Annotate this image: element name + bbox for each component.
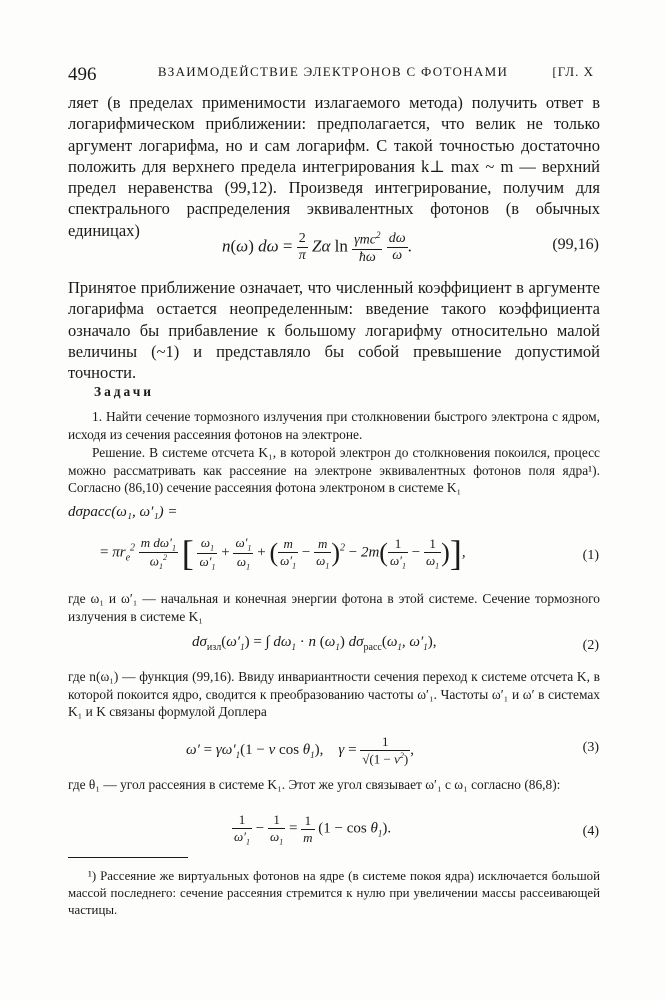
- equation-number: (3): [582, 740, 599, 755]
- paragraph-approximation: Принятое приближение означает, что численный коэффициент в аргументе логарифма остается неопределенным: введение такого коэффициента означало бы прибавление к большому логарифму относительно малой величины (~1) и представляло бы собой превышение допустимой точности.: [68, 278, 600, 383]
- equation-number: (4): [582, 824, 599, 839]
- page-number: 496: [68, 64, 97, 85]
- equation-1-lhs: dσрасс(ω₁, ω′₁) =: [68, 504, 178, 520]
- equation-1: [0, 504, 666, 582]
- equation-4-body: $\frac{1}{\omega'_1}$ − $\frac{1}{\omega_1}$ = $\frac{1}{m}$ $(1 - \cos \theta_1)$.: [234, 812, 392, 847]
- equation-99-16-body: n(ω) dω = $\frac{2}{\pi}$ Zα ln $\frac{\gamma mc^2}{ħ\omega}$ $\frac{d\omega}{\omega}$ .: [222, 230, 412, 265]
- equation-4: [0, 812, 666, 852]
- equation-number: (1): [582, 548, 599, 563]
- paragraph-intro: ляет (в пределах применимости излагаемого метода) получить ответ в логарифмическом приближении: предполагается, что велик не только аргумент логарифма, но и сам логарифм. С такой точностью достаточно положить для верхнего предела интегрирования k⊥ max ~ m — верхний предел неравенства (99,12). Произведя интегрирование, получим для спектрального распределения эквивалентных фотонов (в обычных единицах): [68, 93, 600, 240]
- running-title: ВЗАИМОДЕЙСТВИЕ ЭЛЕКТРОНОВ С ФОТОНАМИ: [157, 64, 509, 79]
- chapter-label: [ГЛ. X: [552, 64, 594, 79]
- paragraph-after-eq1: где ω₁ и ω′₁ — начальная и конечная энергии фотона в этой системе. Сечение тормозного излучения в системе K₁: [68, 591, 600, 624]
- paragraph-after-eq2: где n(ω₁) — функция (99,16). Ввиду инвариантности сечения переход к системе отсчета K, в которой покоится ядро, сводится к преобразованию частоты ω′₁. Частоты ω′₁ и ω′ в системах K₁ и K связаны формулой Доплера: [68, 669, 600, 720]
- footnote-rule: [68, 857, 188, 858]
- footnote: ¹) Рассеяние же виртуальных фотонов на ядре (в системе покоя ядра) исключается большой массой последнего: сечение рассеяния стремится к нулю при увеличении массы рассеивающей частицы.: [68, 869, 600, 917]
- equation-1-rhs: = $\pi r_e^2$ $\frac{m d\omega'_1}{\omega_1^2}$ [ $\frac{\omega_1}{\omega'_1}$ + $\frac{\omega'_1}{\omega_1}$ + ( $\frac{m}{\omega'_1}$ − $\frac{m}{\omega_1}$ )$^2$ − 2m( $\frac{1}{\omega'_1}$ − $\frac{1}{\omega_1}$ )],: [100, 533, 466, 573]
- equation-3-body: $\omega' = \gamma\omega'_1(1 - v$ $\cos \theta_1$), γ = $\frac{1}{√(1 - v^2)}$ ,: [186, 734, 414, 767]
- paragraph-after-eq3: где θ₁ — угол рассеяния в системе K₁. Этот же угол связывает ω′₁ с ω₁ согласно (86,8):: [68, 777, 561, 792]
- section-heading: Задачи: [94, 384, 154, 399]
- equation-99-16: [0, 228, 666, 276]
- equation-3: [0, 728, 666, 772]
- equation-2: [0, 634, 666, 664]
- solution-text: Решение. В системе отсчета K₁, в которой электрон до столкновения покоился, процесс можно рассматривать как рассеяние на электроне эквивалентных фотонов поля ядра¹). Согласно (86,10) сечение рассеяния фотона электроном в системе K₁: [68, 445, 600, 496]
- equation-2-body: $d\sigma_{изл}(\omega'_1)$ = ∫ $d\omega_1 \cdot n$ $(\omega_1)$ $d\sigma_{расс}(\omega_1$, $\omega'_1$),: [192, 634, 437, 653]
- problem-statement: 1. Найти сечение тормозного излучения при столкновении быстрого электрона с ядром, исходя из сечения рассеяния фотонов на электроне.: [68, 409, 600, 442]
- equation-number: (2): [582, 638, 599, 653]
- equation-number: (99,16): [552, 236, 599, 253]
